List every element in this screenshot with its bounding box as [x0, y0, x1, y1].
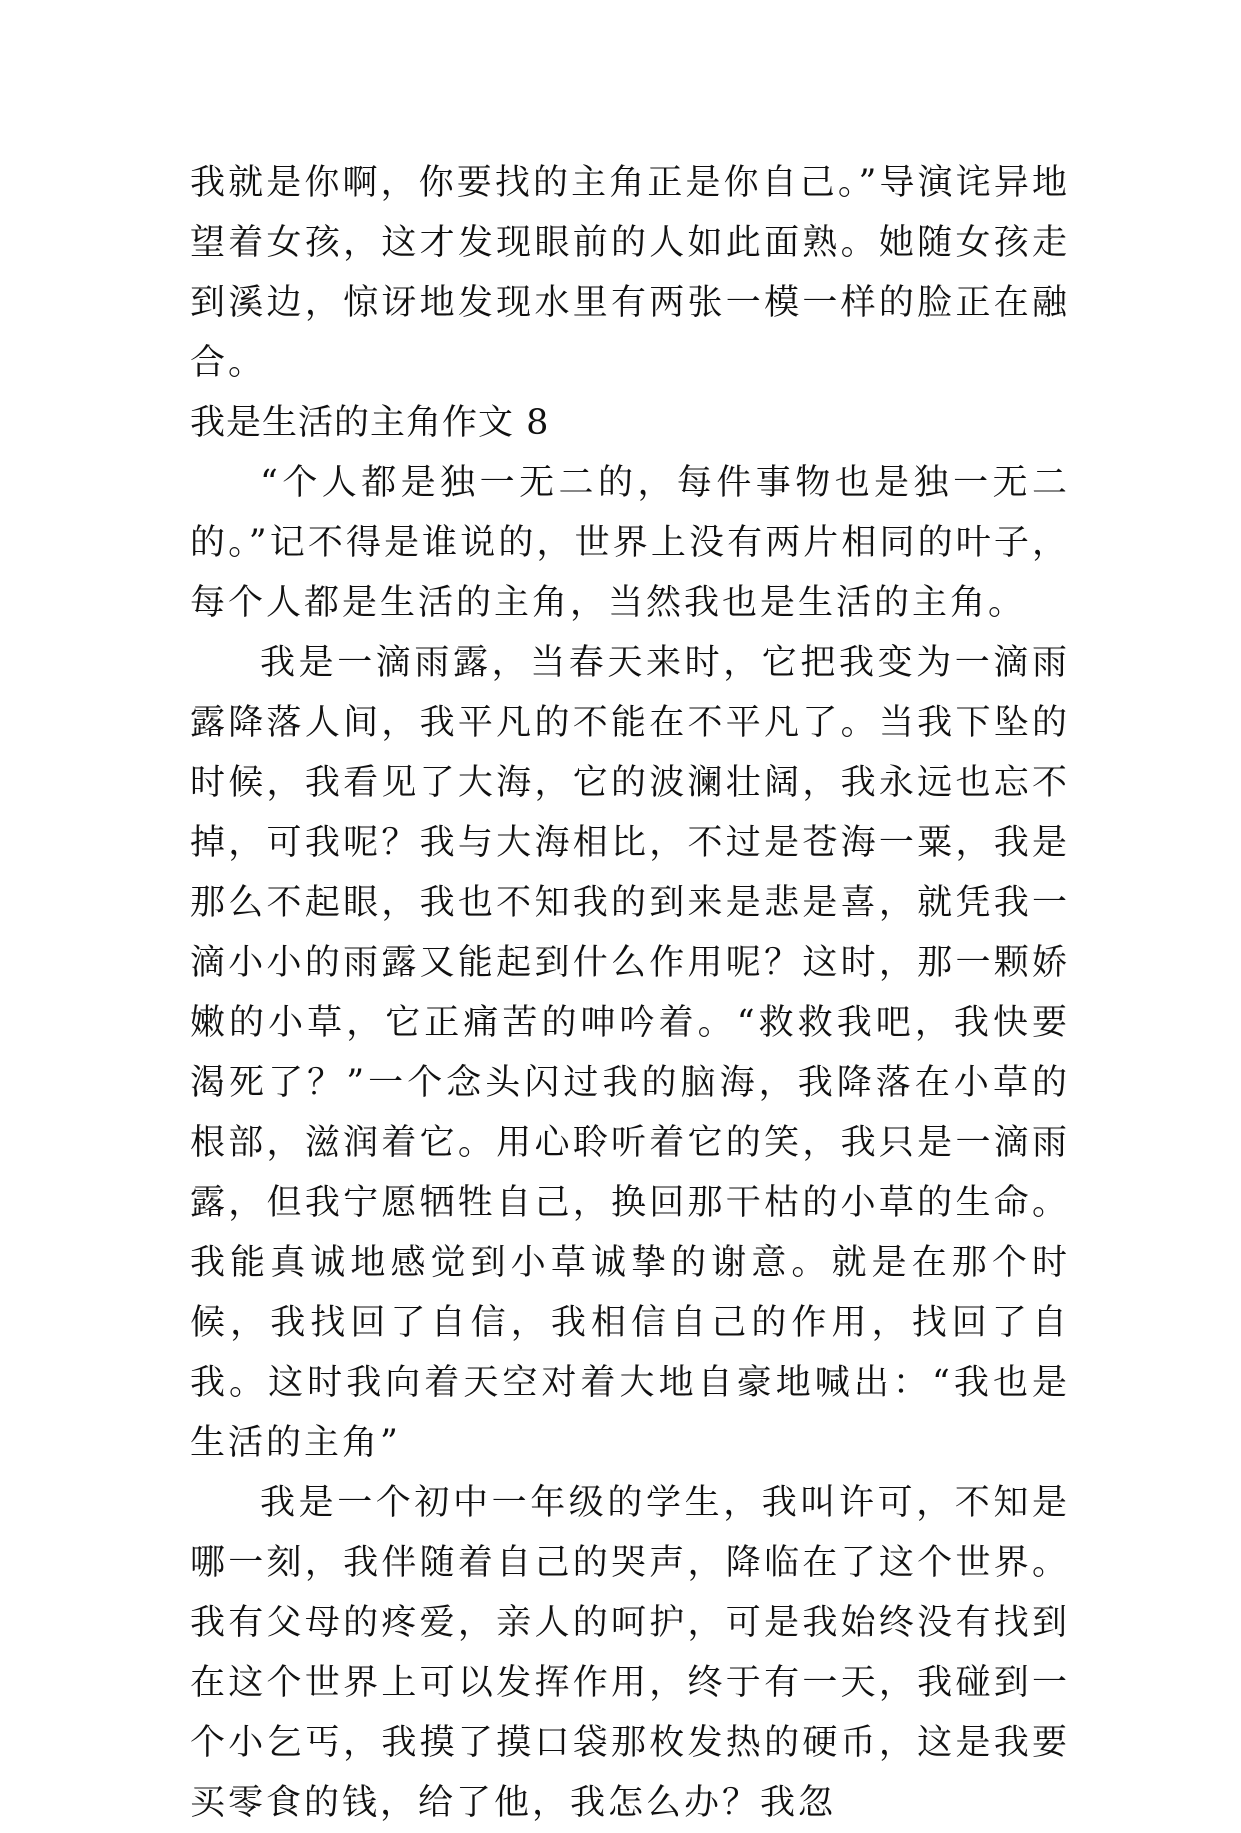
student-paragraph: 我是一个初中一年级的学生，我叫许可，不知是哪一刻，我伴随着自己的哭声，降临在了这个世界。我有父母的疼爱，亲人的呵护，可是我始终没有找到在这个世界上可以发挥作用，终于有一天，我碰到一个小乞丐，我摸了摸口袋那枚发热的硬币，这是我要买零食的钱，给了他，我怎么办？我忽 — [190, 1483, 1070, 1823]
essay-title: 我是生活的主角作文 8 — [190, 403, 550, 443]
raindrop-paragraph: 我是一滴雨露，当春天来时，它把我变为一滴雨露降落人间，我平凡的不能在不平凡了。当我下坠的时候，我看见了大海，它的波澜壮阔，我永远也忘不掉，可我呢？我与大海相比，不过是苍海一粟，我是那么不起眼，我也不知我的到来是悲是喜，就凭我一滴小小的雨露又能起到什么作用呢？这时，那一颗娇嫩的小草，它正痛苦的呻吟着。“救救我吧，我快要渴死了？”一个念头闪过我的脑海，我降落在小草的根部，滋润着它。用心聆听着它的笑，我只是一滴雨露，但我宁愿牺牲自己，换回那干枯的小草的生命。我能真诚地感觉到小草诚挚的谢意。就是在那个时候，我找回了自信，我相信自己的作用，找回了自我。这时我向着天空对着大地自豪地喊出：“我也是生活的主角” — [190, 643, 1070, 1463]
quote-paragraph: “个人都是独一无二的，每件事物也是独一无二的。”记不得是谁说的，世界上没有两片相同的叶子，每个人都是生活的主角，当然我也是生活的主角。 — [190, 463, 1070, 623]
continuation-paragraph: 我就是你啊，你要找的主角正是你自己。”导演诧异地望着女孩，这才发现眼前的人如此面熟。她随女孩走到溪边，惊讶地发现水里有两张一模一样的脸正在融合。 — [190, 163, 1070, 383]
document-body — [190, 153, 1070, 1833]
